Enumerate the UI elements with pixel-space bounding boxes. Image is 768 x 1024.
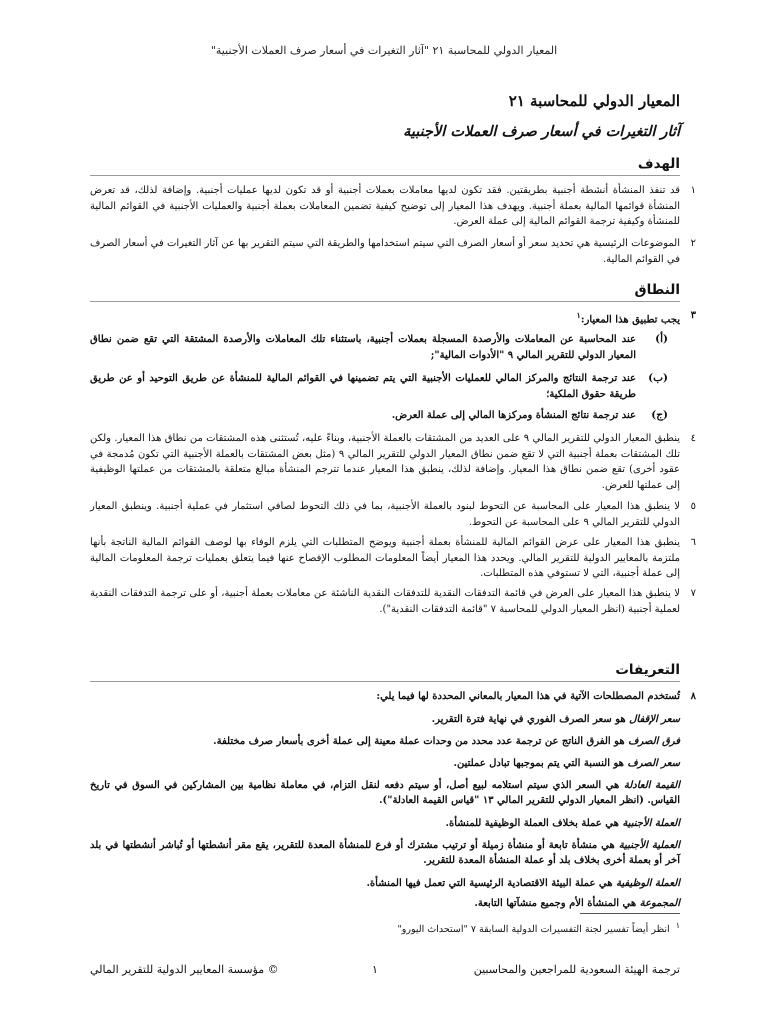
footnote	[90, 921, 680, 935]
definition-term: سعر الصرف	[627, 758, 680, 769]
paragraph-8	[90, 689, 696, 705]
paragraph-text: لا ينطبق هذا المعيار على المحاسبة عن التحوط لبنود بالعملة الأجنبية، بما في ذلك التحوط لصافي استثمار في عملية أجنبية. وينطبق المعيار الدولي للتقرير المالي ٩ على المحاسبة عن التحوط.	[90, 501, 680, 528]
definition-text: هو الفرق الناتج عن ترجمة عدد محدد من وحدات عملة معينة إلى عملة أخرى بأسعار صرف مختلفة.	[213, 736, 625, 747]
definition-functional-currency	[90, 876, 680, 891]
paragraph-4	[90, 431, 696, 493]
definition-text: هي المنشأة الأم وجميع منشآتها التابعة.	[474, 898, 637, 909]
paragraph-text: قد تنفذ المنشأة أنشطة أجنبية بطريقتين. فقد تكون لديها معاملات بعملات أجنبية أو قد تكون لديها عمليات أجنبية. وإضافة لذلك، قد تعرض المنشأة قوائمها المالية بعملة أجنبية. ويهدف هذا المعيار إلى توضيح كيفية تضمين المعاملات بعملة أجنبية والعمليات الأجنبية في القوائم المالية للمنشأة وكيفية ترجمة القوائم المالية إلى عملة العرض.	[90, 185, 680, 227]
definition-text: هي عملة بخلاف العملة الوظيفية للمنشأة.	[445, 818, 619, 829]
paragraph-number: ٨	[690, 691, 696, 702]
paragraph-text: ينطبق هذا المعيار على عرض القوائم المالية للمنشأة بعملة أجنبية ويوضح المتطلبات التي يلزم الوفاء بها لوصف القوائم المالية الناتجة بأنها ملتزمة بالمعايير الدولية للتقرير المالي. ويحدد هذا المعيار أيضاً المعلومات المطلوب الإفصاح عنها فيما يتعلق بعمليات ترجمة المعلومات المالية إلى عملة أجنبية، التي لا تستوفي هذه المتطلبات.	[90, 537, 680, 579]
definition-text: هو سعر الصرف الفوري في نهاية فترة التقرير.	[431, 714, 626, 725]
paragraph-2	[90, 236, 696, 267]
definition-exchange-difference	[90, 734, 680, 749]
definition-term: المجموعة	[639, 898, 680, 909]
scope-item-c	[90, 408, 668, 424]
definition-group	[90, 896, 680, 911]
page-number: ١	[372, 963, 378, 976]
item-text: عند ترجمة النتائج والمركز المالي للعمليات الأجنبية التي يتم تضمينها في القوائم المالية للمنشأة عن طريق التوحيد أو عن طريق طريقة حقوق الملكية؛	[90, 373, 636, 400]
scope-item-a	[90, 332, 668, 363]
paragraph-6	[90, 535, 696, 582]
running-header: المعيار الدولي للمحاسبة ٢١ "آثار التغيرات في أسعار صرف العملات الأجنبية"	[210, 44, 558, 57]
definition-term: العملة الأجنبية	[622, 818, 680, 829]
item-label: (ب)	[648, 372, 668, 384]
paragraph-text: الموضوعات الرئيسية هي تحديد سعر أو أسعار الصرف التي سيتم استخدامها والطريقة التي سيتم التقرير بها عن آثار التغيرات في أسعار الصرف في القوائم المالية.	[90, 238, 680, 265]
section-divider	[90, 681, 680, 682]
paragraph-number: ٢	[690, 238, 696, 249]
definition-term: العملية الأجنبية	[618, 840, 680, 851]
definition-foreign-currency	[90, 816, 680, 831]
definition-foreign-operation	[90, 838, 680, 868]
paragraph-number: ٥	[690, 501, 696, 512]
section-divider	[90, 301, 680, 302]
paragraph-text: لا ينطبق هذا المعيار على العرض في قائمة التدفقات النقدية للتدفقات النقدية الناشئة عن معاملات بعملة أجنبية، أو على ترجمة التدفقات النقدية لعملية أجنبية (انظر المعيار الدولي للمحاسبة ٧ "قائمة التدفقات النقدية").	[90, 588, 680, 615]
item-text: عند ترجمة نتائج المنشأة ومركزها المالي إلى عملة العرض.	[391, 410, 636, 421]
footer-translation-credit: ترجمة الهيئة السعودية للمراجعين والمحاسبين	[473, 963, 680, 976]
footnote-divider	[580, 913, 680, 914]
paragraph-number: ٣	[690, 310, 696, 321]
section-heading-objective: الهدف	[637, 156, 680, 172]
page-subtitle: آثار التغيرات في أسعار صرف العملات الأجنبية	[403, 123, 680, 140]
paragraph-5	[90, 499, 696, 530]
section-heading-scope: النطاق	[634, 282, 680, 298]
paragraph-text: يجب تطبيق هذا المعيار:	[580, 314, 680, 326]
definition-fair-value	[90, 778, 680, 808]
item-label: (ج)	[651, 409, 668, 421]
paragraph-1	[90, 183, 696, 230]
definition-term: سعر الإقفال	[629, 714, 680, 725]
paragraph-number: ٦	[690, 537, 696, 548]
section-divider	[90, 175, 680, 176]
scope-item-b	[90, 371, 668, 402]
definition-term: العملة الوظيفية	[616, 878, 680, 889]
footnote-text: انظر أيضاً تفسير لجنة التفسيرات الدولية السابقة ٧ "استحداث اليورو"	[397, 924, 670, 936]
item-text: عند المحاسبة عن المعاملات والأرصدة المسجلة بعملات أجنبية، باستثناء تلك المعاملات والأرصدة المشتقة التي تقع ضمن نطاق المعيار الدولي للتقرير المالي ٩ "الأدوات المالية";	[90, 334, 636, 361]
definition-text: هو النسبة التي يتم بموجبها تبادل عملتين.	[453, 758, 624, 769]
paragraph-number: ١	[690, 185, 696, 196]
definition-exchange-rate	[90, 756, 680, 771]
item-label: (أ)	[655, 333, 668, 345]
definition-text: هي منشأة تابعة أو منشأة زميلة أو ترتيب مشترك أو فرع للمنشأة المعدة للتقرير، يقع مقر أنشطتها أو تُباشر أنشطتها في بلد آخر أو بعملة أخرى بخلاف بلد أو عملة المنشأة المعدة للتقرير.	[90, 840, 680, 866]
definition-term: القيمة العادلة	[623, 780, 681, 791]
footnote-mark: ١	[675, 921, 680, 930]
page-title: المعيار الدولي للمحاسبة ٢١	[508, 92, 680, 110]
footnote-reference[interactable]: ١	[576, 310, 581, 320]
paragraph-number: ٤	[690, 433, 696, 444]
section-heading-definitions: التعريفات	[615, 662, 680, 678]
paragraph-3	[90, 308, 696, 328]
paragraph-text: تُستخدم المصطلحات الآتية في هذا المعيار بالمعاني المحددة لها فيما يلي:	[376, 691, 680, 702]
definition-term: فرق الصرف	[628, 736, 680, 747]
paragraph-text: ينطبق المعيار الدولي للتقرير المالي ٩ على العديد من المشتقات بالعملة الأجنبية، وبناءً عليه، تُستثنى هذه المشتقات من نطاق هذا المعيار. ولكن تلك المشتقات بعملة أجنبية التي لا تقع ضمن نطاق المعيار الدولي للتقرير المالي ٩ (مثل بعض المشتقات بالعملة الأجنبية التي تكون مُدمجة في عقود أخرى) تقع ضمن نطاق هذا المعيار. وإضافة لذلك، ينطبق هذا المعيار عندما تترجم المنشأة مبالغ متعلقة بالمشتقات من عملتها الوظيفية إلى عملتها للعرض.	[90, 433, 681, 491]
definition-text: هي عملة البيئة الاقتصادية الرئيسية التي تعمل فيها المنشأة.	[366, 878, 613, 889]
definition-text: هي السعر الذي سيتم استلامه لبيع أصل، أو سيتم دفعه لنقل التزام، في معاملة نظامية بين المشاركين في السوق في تاريخ القياس. (انظر المعيار الدولي للتقرير المالي ١٣ "قياس القيمة العادلة").	[90, 780, 680, 806]
definition-closing-rate	[90, 712, 680, 727]
paragraph-number: ٧	[690, 588, 696, 599]
footer-copyright: © مؤسسة المعايير الدولية للتقرير المالي	[90, 963, 279, 976]
paragraph-7	[90, 586, 696, 617]
